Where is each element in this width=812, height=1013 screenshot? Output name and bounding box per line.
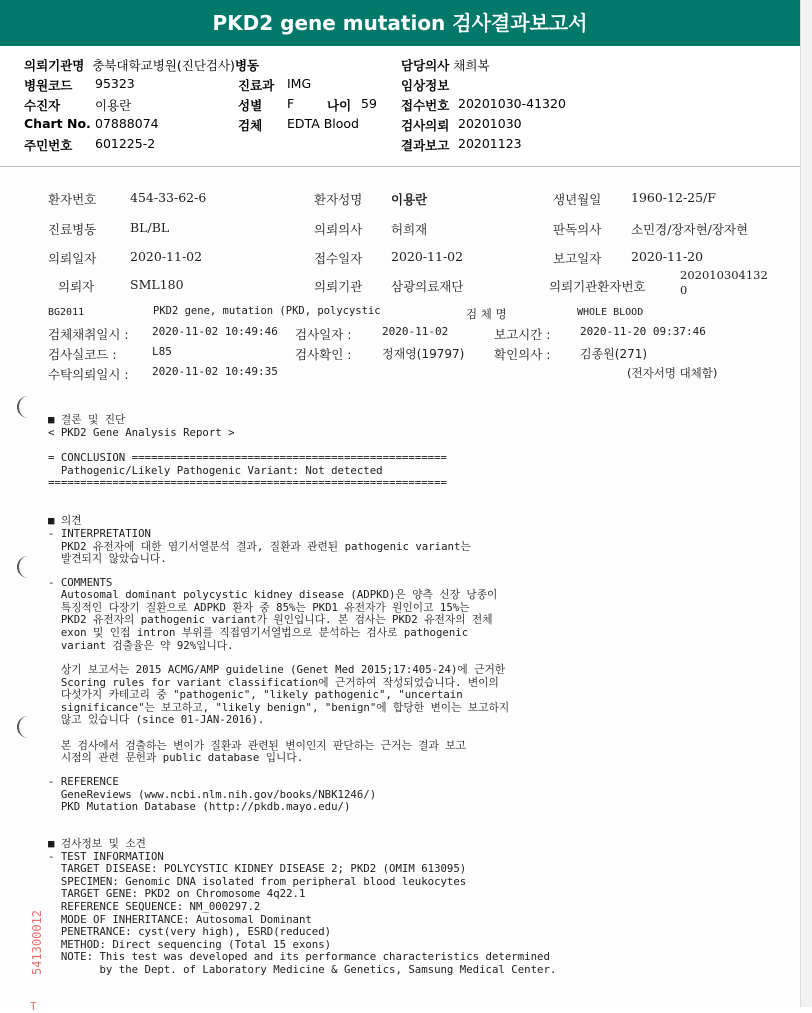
hospital-code-label: 병원코드 [24,78,73,93]
comments-line: 본 검사에서 검출하는 변이가 질환과 관련된 변이인지 판단하는 근거는 결과 보고 [48,739,466,752]
comments-line: 상기 보고서는 2015 ACMG/AMP guideline (Genet Med 2015;17:405-24)에 근거한 [48,663,506,676]
interpretation-line: 발견되지 않았습니다. [48,552,167,565]
checker-label: 검사확인 : [295,347,352,362]
req-date-value: 2020-11-02 [130,249,203,264]
consign-value: 2020-11-02 10:49:35 [152,365,278,378]
inst-patient-no-label: 의뢰기관환자번호 [549,279,646,294]
reference-heading: - REFERENCE [48,775,119,788]
requester-label: 의뢰자 [58,279,95,294]
reference-line: PKD Mutation Database (http://pkdb.mayo.edu/) [48,800,351,813]
test-info-line: PENETRANCE: cyst(very high), ESRD(reduced) [48,925,332,938]
birth-label: 생년월일 [553,192,602,207]
reader-label: 판독의사 [553,222,602,237]
reference-line: GeneReviews (www.ncbi.nlm.nih.gov/books/NBK1246/) [48,788,377,801]
test-info-line: REFERENCE SEQUENCE: NM_000297.2 [48,900,261,913]
specimen-name-value: WHOLE BLOOD [577,307,644,318]
lab-code-value: L85 [152,345,172,358]
patient-no-value: 454-33-62-6 [130,190,207,205]
report-date-value: 2020-11-20 [631,249,704,264]
specimen-value: EDTA Blood [287,116,359,131]
req-inst-label: 의뢰기관 [314,279,363,294]
receipt-date-label: 접수일자 [314,251,363,266]
ward-label: 진료병동 [48,222,97,237]
receipt-label: 접수번호 [401,98,450,113]
requester-value: SML180 [130,277,184,292]
comments-line: Scoring rules for variant classification에 근거하여 작성되었습니다. 변이의 [48,676,499,689]
hospital-code-value: 95323 [95,76,135,91]
comments-line: significance"는 보고하고, "likely benign", "benign"에 합당한 변이는 보고하지 [48,701,510,714]
test-name: PKD2 gene, mutation (PKD, polycystic [153,305,381,317]
doctor-field [401,56,490,74]
conclusion-rule: = CONCLUSION ================================================= [48,451,447,464]
ward-label: 병동 [234,58,260,73]
test-code: BG2011 [48,307,85,318]
checker-value: 정재영(19797) [382,347,465,361]
test-info-line: TARGET DISEASE: POLYCYSTIC KIDNEY DISEASE 2; PKD2 (OMIM 613095) [48,862,467,875]
chart-label: Chart No. [24,116,91,131]
birth-value: 1960-12-25/F [631,190,716,205]
request-date-label: 검사의뢰 [401,118,450,133]
comments-line: 다섯가지 카테고리 중 "pathogenic", "likely pathogenic", "uncertain [48,688,463,701]
report-date-label: 보고일자 [553,251,602,266]
test-info-line: TARGET GENE: PKD2 on Chromosome 4q22.1 [48,887,306,900]
binder-hole-mark [17,396,29,418]
binder-hole-mark [17,556,29,578]
inst-patient-no-value-2: 0 [680,283,688,297]
lab-code-label: 검사실코드 : [48,347,117,362]
comments-line: 않고 있습니다 (since 01-JAN-2016). [48,713,265,726]
comments-line: 특징적인 다장기 질환으로 ADPKD 환자 중 85%는 PKD1 유전자가 원인이고 15%는 [48,601,470,614]
comments-line: exon 및 인접 intron 부위를 직접염기서열법으로 분석하는 검사로 pathogenic [48,626,469,639]
comments-line: PKD2 유전자의 pathogenic variant가 원인입니다. 본 검사는 PKD2 유전자의 전체 [48,613,493,626]
age-value: 59 [361,96,377,111]
receipt-value: 20201030-41320 [458,96,566,111]
conclusion-text: Pathogenic/Likely Pathogenic Variant: Not detected [48,464,383,477]
comments-line: 시점의 관련 문헌과 public database 입니다. [48,751,304,764]
conclusion-rule: ============================================================== [48,476,447,489]
patient-name-value: 이용란 [391,192,428,207]
doctor-value: 채희복 [453,58,490,73]
report-date-label: 결과보고 [401,138,450,153]
reader-value: 소민경/장자현/장자현 [631,222,749,237]
test-date-value: 2020-11-02 [382,325,449,338]
interpretation-line: PKD2 유전자에 대한 염기서열분석 결과, 질환과 관련된 pathogenic variant는 [48,540,471,553]
patient-label: 수진자 [24,98,61,113]
rrn-label: 주민번호 [24,138,73,153]
test-info-line: METHOD: Direct sequencing (Total 15 exons) [48,938,332,951]
interpretation-heading: - INTERPRETATION [48,527,151,540]
req-date-label: 의뢰일자 [48,251,97,266]
institution-value: 충북대학교병원(진단검사) [92,58,235,73]
report-subtitle: < PKD2 Gene Analysis Report > [48,426,235,439]
chart-value: 07888074 [95,116,159,131]
binder-hole-mark [17,716,29,738]
test-info-line: MODE OF INHERITANCE: Autosomal Dominant [48,913,312,926]
req-doctor-label: 의뢰의사 [314,222,363,237]
age-label: 나이 [327,98,352,113]
scrollbar[interactable] [800,0,812,1007]
patient-no-label: 환자번호 [48,192,97,207]
patient-value: 이용란 [95,98,132,113]
request-date-value: 20201030 [458,116,522,131]
receipt-date-value: 2020-11-02 [391,249,464,264]
collect-label: 검체채취일시 : [48,327,129,342]
comments-line: variant 검출율은 약 92%입니다. [48,639,234,652]
sex-label: 성별 [238,98,263,113]
test-info-line: SPECIMEN: Genomic DNA isolated from peripheral blood leukocytes [48,875,467,888]
req-doctor-value: 허희재 [391,222,428,237]
test-info-line: NOTE: This test was developed and its performance characteristics determined [48,950,550,963]
confirm-value: 김종원(271) [580,347,648,361]
department-value: IMG [287,76,312,91]
doctor-label: 담당의사 [401,58,450,73]
report-time-value: 2020-11-20 09:37:46 [580,325,706,338]
specimen-label: 검체 [238,118,263,133]
institution-label: 의뢰기관명 [24,58,85,73]
test-date-label: 검사일자 : [295,327,352,342]
signature-note: (전자서명 대체함) [627,366,718,380]
confirm-label: 확인의사 : [494,347,551,362]
report-title: PKD2 gene mutation 검사결과보고서 [0,0,800,46]
rrn-value: 601225-2 [95,136,156,151]
vertical-stamp-number: 541300012 [30,909,44,975]
patient-name-label: 환자성명 [314,192,363,207]
req-inst-value: 삼광의료재단 [391,279,464,294]
section-heading-conclusion: ■ 결론 및 진단 [48,413,126,426]
collect-value: 2020-11-02 10:49:46 [152,325,278,338]
department-label: 진료과 [238,78,275,93]
report-date-value: 20201123 [458,136,522,151]
comments-heading: - COMMENTS [48,576,113,589]
report-header [0,46,800,167]
sex-value: F [287,96,295,111]
stamp-mark: T [30,1000,37,1013]
report-time-label: 보고시간 : [494,327,551,342]
ward-value: BL/BL [130,220,170,235]
inst-patient-no-value: 202010304132 [680,268,768,282]
test-info-line: by the Dept. of Laboratory Medicine & Genetics, Samsung Medical Center. [48,963,557,976]
institution-field [24,56,259,74]
comments-line: Autosomal dominant polycystic kidney disease (ADPKD)은 양측 신장 낭종이 [48,588,498,601]
section-heading-opinion: ■ 의견 [48,514,82,527]
section-heading-test-info: ■ 검사정보 및 소견 [48,837,147,850]
consign-label: 수탁의뢰일시 : [48,367,129,382]
specimen-name-label: 검 체 명 [466,307,507,321]
clinical-label: 임상정보 [401,78,450,93]
test-info-heading: - TEST INFORMATION [48,850,164,863]
